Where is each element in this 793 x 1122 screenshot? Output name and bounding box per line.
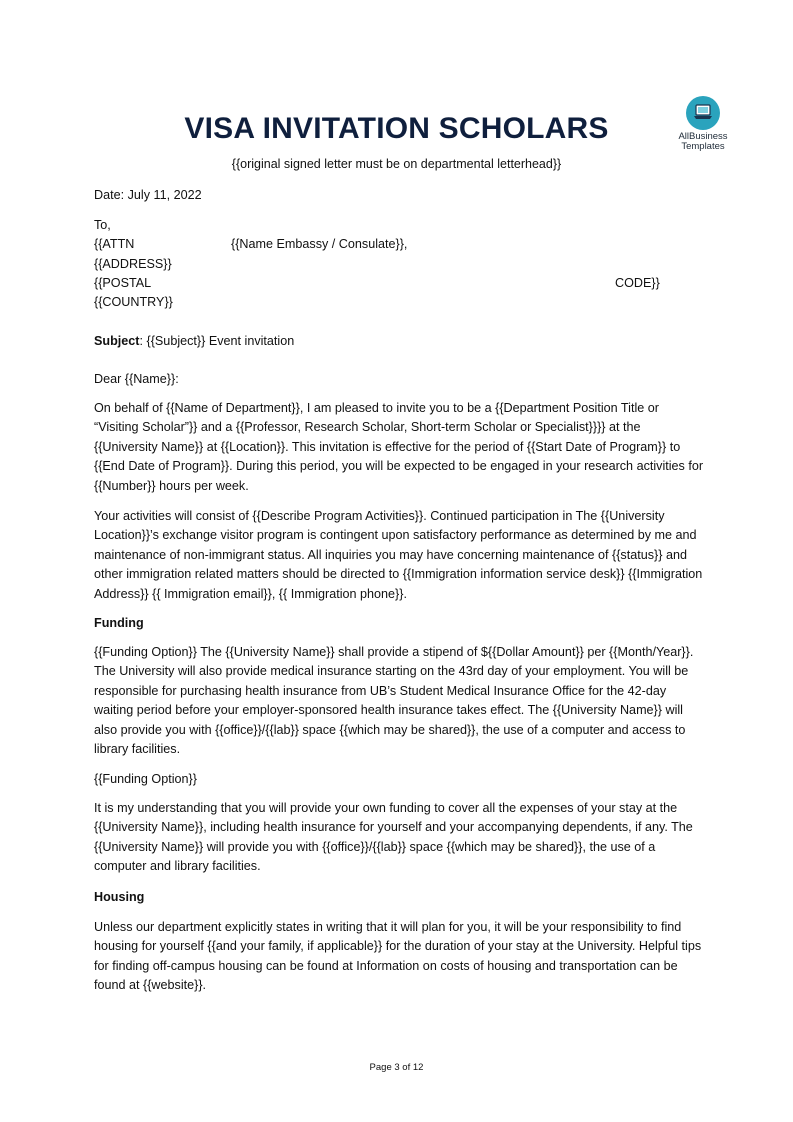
- recipient-postal: {{POSTAL: [94, 276, 152, 290]
- paragraph-2: Your activities will consist of {{Describe Program Activities}}. Continued participation in The {{University Location}}’s exchange visitor program is contingent upon satisfactory performance as determined by me and maintenance of non-immigrant status. All inquiries you may have concerning maintenance of {{status}} and other immigration related matters should be directed to {{Immigration information service desk}} {{Immigration Address}} {{ Immigration email}}, {{ Immigration phone}}.: [94, 509, 703, 601]
- housing-heading: [94, 888, 144, 906]
- paragraph-5: Unless our department explicitly states in writing that it will plan for you, it will be your responsibility to find housing for yourself {{and your family, if applicable}} for the duration of your stay at the University. Helpful tips for finding off-campus housing can be found at Information on costs of housing and transportation can be found at {{website}}.: [94, 920, 702, 993]
- recipient-embassy: {{Name Embassy / Consulate}},: [231, 237, 408, 251]
- page-number: Page 3 of 12: [369, 1062, 424, 1073]
- recipient-to: To,: [94, 218, 111, 232]
- paragraph-activities: [94, 507, 704, 604]
- paragraph-4: It is my understanding that you will provide your own funding to cover all the expenses of your stay at the {{University Name}}, including health insurance for yourself and your accompanying dependents, if any. The {{University Name}} will provide you with {{office}}/{{lab}} space {{which may be shared}}, the use of a computer and library facilities.: [94, 801, 693, 874]
- subject-line: [94, 332, 294, 350]
- paragraph-funding: [94, 643, 704, 759]
- funding-option-line: {{Funding Option}}: [94, 772, 197, 786]
- salutation: Dear {{Name}}:: [94, 372, 179, 386]
- document-title: VISA INVITATION SCHOLARS: [184, 112, 609, 145]
- recipient-country: {{COUNTRY}}: [94, 295, 173, 309]
- funding-heading-text: Funding: [94, 616, 144, 630]
- subject-label: Subject: [94, 334, 140, 348]
- paragraph-housing: [94, 918, 704, 996]
- housing-heading-text: Housing: [94, 890, 145, 904]
- paragraph-1: On behalf of {{Name of Department}}, I am pleased to invite you to be a {{Department Position Title or “Visiting Scholar”}} and a {{Professor, Research Scholar, Short-term Scholar or Specialist}}}} at the {{University Name}} at {{Location}}. This invitation is effective for the period of {{Start Date of Program}} to {{End Date of Program}}. During this period, you will be expected to be engaged in your research activities for {{Number}} hours per week.: [94, 401, 704, 493]
- letter-date: Date: July 11, 2022: [94, 188, 202, 202]
- logo-text-line2: Templates: [681, 141, 725, 152]
- logo-text-line1: AllBusiness: [678, 131, 728, 142]
- paragraph-3: {{Funding Option}} The {{University Name}} shall provide a stipend of ${{Dollar Amount}} per {{Month/Year}}. The University will also provide medical insurance starting on the 43rd day of your employment. You will be responsible for purchasing health insurance from UB’s Student Medical Insurance Office for the 42-day waiting period before your employer-sponsored health insurance takes effect. The {{University Name}} will also provide you with {{office}}/{{lab}} space {{which may be shared}}, the use of a computer and access to library facilities.: [94, 645, 694, 757]
- subject-text: : {{Subject}} Event invitation: [139, 334, 295, 348]
- recipient-attn: {{ATTN: [94, 237, 135, 251]
- recipient-postal-code: CODE}}: [615, 276, 660, 290]
- document-subtitle: {{original signed letter must be on departmental letterhead}}: [231, 157, 562, 171]
- funding-heading: [94, 614, 144, 632]
- paragraph-self-funding: [94, 799, 704, 877]
- paragraph-invitation: [94, 399, 704, 496]
- recipient-address: {{ADDRESS}}: [94, 257, 172, 271]
